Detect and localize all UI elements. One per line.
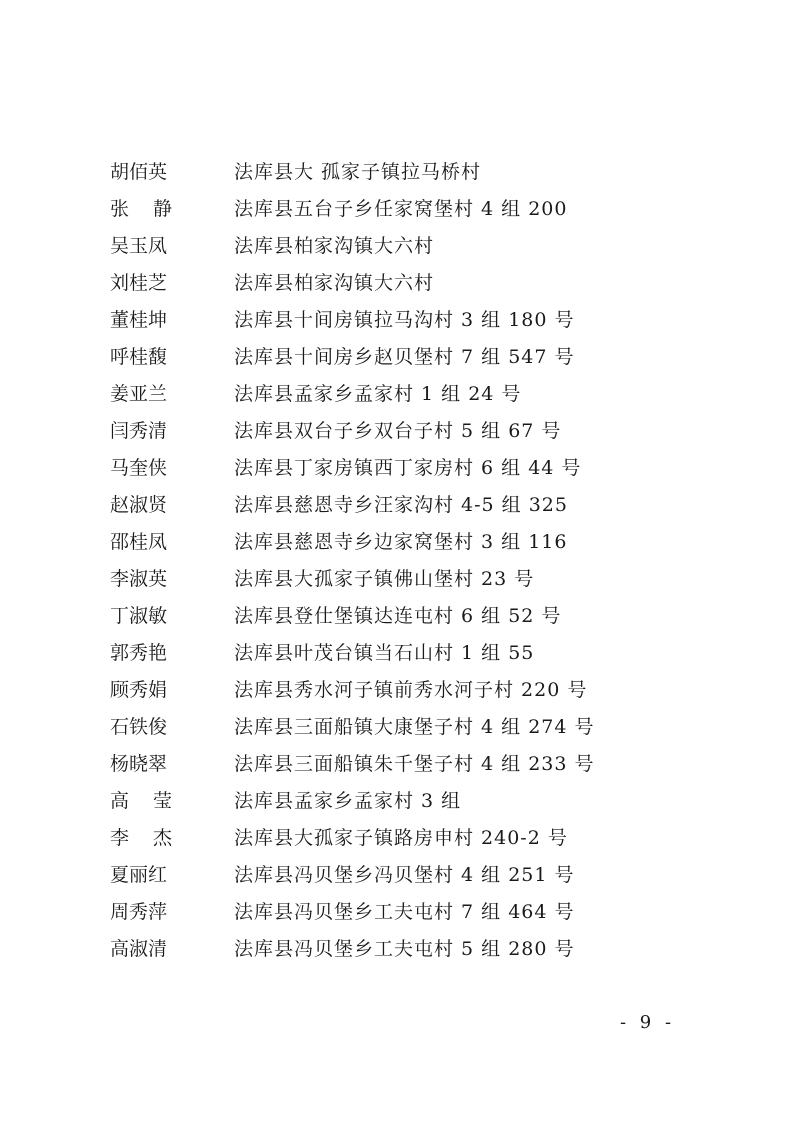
list-item [0,561,793,598]
person-address: 法库县登仕堡镇达连屯村 6 组 52 号 [234,605,562,627]
list-item [0,783,793,820]
person-name-char: 莹 [152,790,172,812]
person-name: 丁淑敏 [110,605,168,627]
person-address: 法库县慈恩寺乡汪家沟村 4-5 组 325 [234,494,568,516]
person-address: 法库县丁家房镇西丁家房村 6 组 44 号 [234,457,582,479]
list-item [0,228,793,265]
list-item [0,746,793,783]
list-item [0,154,793,191]
person-name: 刘桂芝 [110,272,168,294]
person-name: 石铁俊 [110,716,168,738]
person-name-char: 李 [110,827,130,849]
list-item [0,450,793,487]
person-address: 法库县十间房镇拉马沟村 3 组 180 号 [234,309,575,331]
person-address: 法库县柏家沟镇大六村 [234,235,435,257]
name-address-list [0,154,793,968]
person-name-char: 静 [152,198,172,220]
list-item [0,487,793,524]
list-item [0,265,793,302]
person-address: 法库县孟家乡孟家村 1 组 24 号 [234,383,522,405]
person-address: 法库县冯贝堡乡工夫屯村 5 组 280 号 [234,938,575,960]
person-address: 法库县冯贝堡乡工夫屯村 7 组 464 号 [234,901,575,923]
person-name: 闫秀清 [110,420,168,442]
person-address: 法库县慈恩寺乡边家窝堡村 3 组 116 [234,531,568,553]
person-address: 法库县孟家乡孟家村 3 组 [234,790,462,812]
list-item [0,339,793,376]
person-name: 吴玉凤 [110,235,168,257]
person-name-char: 高 [110,790,130,812]
list-item [0,598,793,635]
person-address: 法库县三面船镇朱千堡子村 4 组 233 号 [234,753,595,775]
list-item [0,820,793,857]
list-item [0,524,793,561]
person-name: 夏丽红 [110,864,168,886]
person-name: 李淑英 [110,568,168,590]
list-item [0,302,793,339]
page-number: - 9 - [620,1012,676,1033]
person-address: 法库县双台子乡双台子村 5 组 67 号 [234,420,562,442]
list-item [0,709,793,746]
person-name: 邵桂凤 [110,531,168,553]
list-item [0,672,793,709]
person-address: 法库县冯贝堡乡冯贝堡村 4 组 251 号 [234,864,575,886]
person-name-char: 杰 [152,827,172,849]
list-item [0,931,793,968]
person-address: 法库县五台子乡任家窝堡村 4 组 200 [234,198,568,220]
list-item [0,376,793,413]
person-name: 赵淑贤 [110,494,168,516]
person-address: 法库县大孤家子镇路房申村 240-2 号 [234,827,568,849]
person-name: 呼桂馥 [110,346,168,368]
person-name: 杨晓翠 [110,753,168,775]
list-item [0,635,793,672]
person-name: 高淑清 [110,938,168,960]
list-item [0,413,793,450]
person-address: 法库县三面船镇大康堡子村 4 组 274 号 [234,716,595,738]
person-name: 董桂坤 [110,309,168,331]
person-address: 法库县秀水河子镇前秀水河子村 220 号 [234,679,588,701]
person-address: 法库县大孤家子镇佛山堡村 23 号 [234,568,535,590]
person-name: 胡佰英 [110,161,168,183]
person-name [110,191,172,228]
list-item [0,191,793,228]
person-name: 周秀萍 [110,901,168,923]
person-address: 法库县大 孤家子镇拉马桥村 [234,161,482,183]
person-name [110,820,172,857]
person-name [110,783,172,820]
person-address: 法库县叶茂台镇当石山村 1 组 55 [234,642,535,664]
person-name: 顾秀娟 [110,679,168,701]
person-address: 法库县十间房乡赵贝堡村 7 组 547 号 [234,346,575,368]
list-item [0,857,793,894]
person-address: 法库县柏家沟镇大六村 [234,272,435,294]
person-name: 马奎侠 [110,457,168,479]
person-name: 姜亚兰 [110,383,168,405]
person-name-char: 张 [110,198,130,220]
list-item [0,894,793,931]
person-name: 郭秀艳 [110,642,168,664]
